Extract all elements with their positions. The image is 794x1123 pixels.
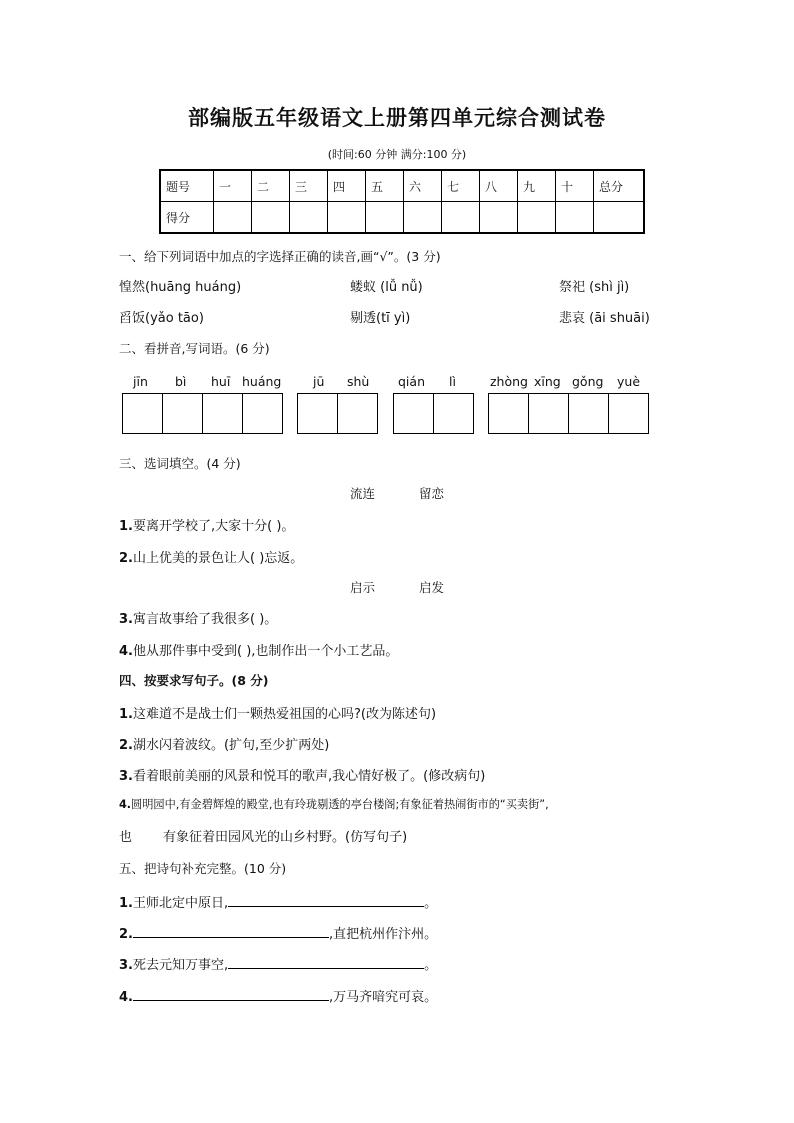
writing-box-group — [298, 393, 378, 434]
pinyin-label: jīn — [133, 374, 148, 389]
pronunciation-item[interactable]: 剔透(tī yì) — [350, 311, 411, 326]
section-4-heading: 四、按要求写句子。(8 分) — [119, 673, 269, 688]
question-number: 1. — [119, 519, 133, 534]
question-text: 圆明园中,有金碧辉煌的殿堂,也有玲珑剔透的亭台楼阁;有象征着热闹街市的“买卖街”, — [131, 798, 549, 811]
table-cell: 四 — [328, 170, 366, 202]
score-input-cell[interactable] — [252, 202, 290, 234]
question-text: 寓言故事给了我很多( )。 — [132, 612, 278, 627]
word-option: 留恋 — [419, 486, 445, 501]
answer-blank[interactable] — [228, 894, 424, 907]
score-input-cell[interactable] — [214, 202, 252, 234]
table-cell: 一 — [214, 170, 252, 202]
writing-box[interactable] — [608, 393, 649, 434]
writing-box[interactable] — [528, 393, 569, 434]
page-title: 部编版五年级语文上册第四单元综合测试卷 — [188, 105, 606, 130]
word-options — [0, 484, 794, 502]
pinyin-label: bì — [175, 374, 187, 389]
writing-box[interactable] — [122, 393, 163, 434]
writing-box[interactable] — [393, 393, 434, 434]
question-text: ,直把杭州作汴州。 — [328, 927, 438, 942]
pinyin-label: yuè — [617, 374, 641, 389]
fill-question[interactable] — [119, 515, 294, 534]
question-text: ,万马齐喑究可哀。 — [328, 990, 438, 1005]
section-5-heading: 五、把诗句补充完整。(10 分) — [119, 861, 287, 876]
score-input-cell[interactable] — [518, 202, 556, 234]
fill-question[interactable] — [119, 608, 277, 627]
question-text: 湖水闪着波纹。(扩句,至少扩两处) — [132, 738, 330, 753]
score-input-cell[interactable] — [328, 202, 366, 234]
writing-box[interactable] — [337, 393, 378, 434]
pinyin-label: xīng — [534, 374, 561, 389]
writing-box-group — [489, 393, 649, 434]
score-input-cell[interactable] — [290, 202, 328, 234]
section-1-heading: 一、给下列词语中加点的字选择正确的读音,画“√”。(3 分) — [119, 249, 441, 264]
writing-box[interactable] — [568, 393, 609, 434]
pinyin-label: huī — [211, 374, 231, 389]
answer-blank[interactable] — [133, 988, 329, 1001]
question-number: 1. — [119, 707, 133, 722]
table-cell: 六 — [404, 170, 442, 202]
answer-blank[interactable] — [133, 925, 329, 938]
question-number: 4. — [119, 644, 133, 659]
pinyin-label: qián — [398, 374, 425, 389]
word-option: 启发 — [419, 580, 445, 595]
writing-box[interactable] — [297, 393, 338, 434]
pinyin-label: lì — [449, 374, 456, 389]
question-text: 他从那件事中受到( ),也制作出一个小工艺品。 — [132, 644, 399, 659]
score-input-cell[interactable] — [594, 202, 645, 234]
question-text: 看着眼前美丽的风景和悦耳的歌声,我心情好极了。(修改病句) — [132, 769, 486, 784]
pronunciation-item[interactable]: 蝼蚁 (lǚ nǚ) — [350, 280, 423, 295]
pronunciation-item[interactable]: 舀饭(yǎo tāo) — [119, 311, 204, 326]
table-cell: 七 — [442, 170, 480, 202]
table-cell: 十 — [556, 170, 594, 202]
pronunciation-item[interactable]: 悲哀 (āi shuāi) — [559, 311, 650, 326]
sentence-question[interactable] — [119, 703, 436, 722]
pronunciation-item[interactable]: 惶然(huāng huáng) — [119, 280, 242, 295]
question-text: 这难道不是战士们一颗热爱祖国的心吗?(改为陈述句) — [132, 707, 437, 722]
writing-box[interactable] — [433, 393, 474, 434]
question-number: 2. — [119, 738, 133, 753]
sentence-question[interactable] — [119, 734, 329, 753]
poem-question — [119, 892, 437, 911]
question-text: 死去元知万事空, — [132, 958, 229, 973]
table-cell: 题号 — [160, 170, 214, 202]
pronunciation-item[interactable]: 祭祀 (shì jì) — [559, 280, 630, 295]
pinyin-label: huáng — [242, 374, 282, 389]
word-options — [0, 578, 794, 596]
writing-box[interactable] — [202, 393, 243, 434]
writing-box[interactable] — [242, 393, 283, 434]
section-2-heading: 二、看拼音,写词语。(6 分) — [119, 341, 270, 356]
score-table-header-row — [160, 170, 644, 202]
poem-question — [119, 923, 437, 942]
word-option: 流连 — [349, 486, 375, 501]
score-input-cell[interactable] — [480, 202, 518, 234]
pinyin-label: zhòng — [490, 374, 528, 389]
page-subtitle: (时间:60 分钟 满分:100 分) — [327, 148, 467, 161]
question-number: 1. — [119, 896, 133, 911]
writing-box-group — [394, 393, 474, 434]
section-3-heading: 三、选词填空。(4 分) — [119, 456, 241, 471]
score-table-score-row — [160, 202, 644, 234]
question-text-continued: 有象征着田园风光的山乡村野。(仿写句子) — [163, 830, 408, 845]
writing-box[interactable] — [162, 393, 203, 434]
answer-blank[interactable] — [228, 956, 424, 969]
table-cell: 八 — [480, 170, 518, 202]
pinyin-label: jū — [313, 374, 325, 389]
poem-question — [119, 986, 437, 1005]
table-cell: 五 — [366, 170, 404, 202]
fill-question[interactable] — [119, 547, 303, 566]
table-cell: 得分 — [160, 202, 214, 234]
pinyin-label: gǒng — [572, 374, 604, 389]
question-number: 2. — [119, 927, 133, 942]
question-text: 山上优美的景色让人( )忘返。 — [132, 551, 304, 566]
score-input-cell[interactable] — [442, 202, 480, 234]
question-text: 。 — [424, 958, 438, 973]
poem-question — [119, 954, 437, 973]
question-text: 王师北定中原日, — [132, 896, 229, 911]
fill-question[interactable] — [119, 640, 398, 659]
score-table — [159, 169, 645, 234]
question-number: 3. — [119, 958, 133, 973]
score-input-cell[interactable] — [404, 202, 442, 234]
score-input-cell[interactable] — [366, 202, 404, 234]
word-option: 启示 — [349, 580, 375, 595]
question-text: 。 — [424, 896, 438, 911]
writing-box[interactable] — [488, 393, 529, 434]
table-cell: 九 — [518, 170, 556, 202]
question-number: 4. — [119, 798, 132, 811]
question-number: 3. — [119, 612, 133, 627]
sentence-question[interactable] — [119, 796, 549, 812]
writing-box-group — [123, 393, 283, 434]
pinyin-label: shù — [347, 374, 370, 389]
question-number: 4. — [119, 990, 133, 1005]
score-input-cell[interactable] — [556, 202, 594, 234]
sentence-question[interactable] — [119, 765, 485, 784]
table-cell: 二 — [252, 170, 290, 202]
question-text-continued: 也 — [119, 830, 133, 845]
question-number: 2. — [119, 551, 133, 566]
question-text: 要离开学校了,大家十分( )。 — [132, 519, 295, 534]
table-cell: 总分 — [594, 170, 645, 202]
table-cell: 三 — [290, 170, 328, 202]
question-number: 3. — [119, 769, 133, 784]
